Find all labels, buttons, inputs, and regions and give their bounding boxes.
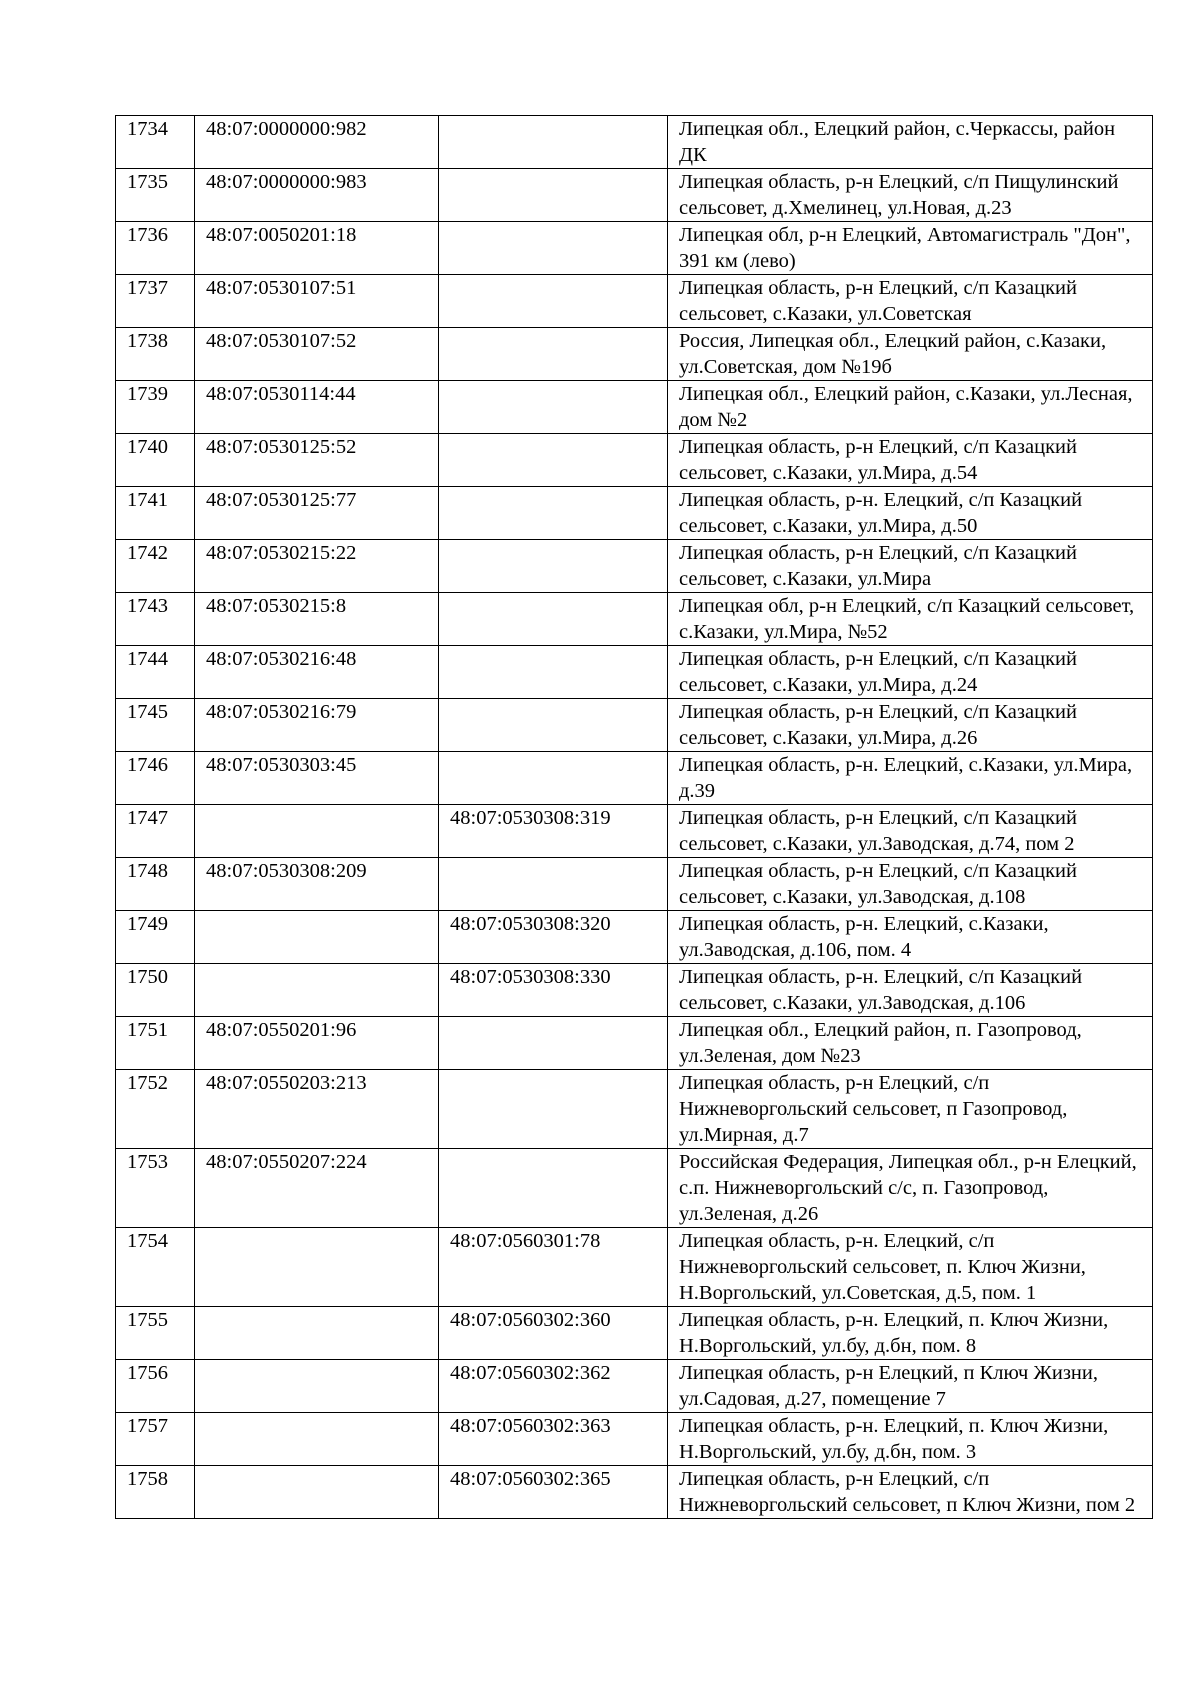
table-row: [116, 275, 1153, 328]
cadastral-number-premises-cell: [439, 275, 668, 328]
cadastral-number-premises-cell: [439, 1070, 668, 1149]
cadastral-number-premises-cell: [439, 858, 668, 911]
property-table: [115, 115, 1153, 1519]
table-row: [116, 328, 1153, 381]
address-cell: Липецкая область, р-н. Елецкий, с/п Нижневоргольский сельсовет, п. Ключ Жизни, Н.Воргольский, ул.Советская, д.5, пом. 1: [668, 1228, 1153, 1307]
table-body: [116, 116, 1153, 1519]
cadastral-number-premises-cell: [439, 752, 668, 805]
row-number-cell: 1749: [116, 911, 195, 964]
address-cell: Липецкая область, р-н. Елецкий, п. Ключ Жизни, Н.Воргольский, ул.бу, д.бн, пом. 3: [668, 1413, 1153, 1466]
cadastral-number-land-cell: 48:07:0530216:48: [195, 646, 439, 699]
table-row: [116, 1228, 1153, 1307]
table-row: [116, 699, 1153, 752]
cadastral-number-land-cell: [195, 805, 439, 858]
address-cell: Липецкая область, р-н Елецкий, с/п Казацкий сельсовет, с.Казаки, ул.Заводская, д.74, пом 2: [668, 805, 1153, 858]
table-row: [116, 858, 1153, 911]
table-row: [116, 1149, 1153, 1228]
address-cell: Липецкая обл., Елецкий район, с.Казаки, ул.Лесная, дом №2: [668, 381, 1153, 434]
row-number-cell: 1756: [116, 1360, 195, 1413]
row-number-cell: 1737: [116, 275, 195, 328]
row-number-cell: 1753: [116, 1149, 195, 1228]
cadastral-number-land-cell: [195, 1466, 439, 1519]
cadastral-number-premises-cell: [439, 1149, 668, 1228]
table-row: [116, 1307, 1153, 1360]
address-cell: Липецкая область, р-н Елецкий, с/п Нижневоргольский сельсовет, п Ключ Жизни, пом 2: [668, 1466, 1153, 1519]
cadastral-number-land-cell: 48:07:0530114:44: [195, 381, 439, 434]
address-cell: Липецкая область, р-н Елецкий, с/п Казацкий сельсовет, с.Казаки, ул.Мира: [668, 540, 1153, 593]
cadastral-number-land-cell: 48:07:0000000:983: [195, 169, 439, 222]
address-cell: Липецкая область, р-н Елецкий, с/п Нижневоргольский сельсовет, п Газопровод, ул.Мирная, д.7: [668, 1070, 1153, 1149]
cadastral-number-land-cell: 48:07:0530107:52: [195, 328, 439, 381]
cadastral-number-premises-cell: 48:07:0530308:330: [439, 964, 668, 1017]
cadastral-number-premises-cell: [439, 222, 668, 275]
address-cell: Липецкая обл, р-н Елецкий, с/п Казацкий сельсовет, с.Казаки, ул.Мира, №52: [668, 593, 1153, 646]
address-cell: Липецкая обл., Елецкий район, с.Черкассы, район ДК: [668, 116, 1153, 169]
cadastral-number-premises-cell: [439, 540, 668, 593]
cadastral-number-land-cell: 48:07:0050201:18: [195, 222, 439, 275]
cadastral-number-premises-cell: [439, 1017, 668, 1070]
cadastral-number-land-cell: [195, 911, 439, 964]
table-row: [116, 222, 1153, 275]
row-number-cell: 1735: [116, 169, 195, 222]
row-number-cell: 1748: [116, 858, 195, 911]
cadastral-number-land-cell: 48:07:0530215:8: [195, 593, 439, 646]
cadastral-number-land-cell: [195, 1307, 439, 1360]
row-number-cell: 1757: [116, 1413, 195, 1466]
address-cell: Липецкая обл, р-н Елецкий, Автомагистраль "Дон", 391 км (лево): [668, 222, 1153, 275]
row-number-cell: 1758: [116, 1466, 195, 1519]
cadastral-number-premises-cell: [439, 646, 668, 699]
cadastral-number-premises-cell: [439, 381, 668, 434]
cadastral-number-premises-cell: 48:07:0530308:319: [439, 805, 668, 858]
table-row: [116, 169, 1153, 222]
row-number-cell: 1746: [116, 752, 195, 805]
row-number-cell: 1738: [116, 328, 195, 381]
table-row: [116, 646, 1153, 699]
table-row: [116, 1360, 1153, 1413]
address-cell: Российская Федерация, Липецкая обл., р-н Елецкий, с.п. Нижневоргольский с/с, п. Газопровод, ул.Зеленая, д.26: [668, 1149, 1153, 1228]
row-number-cell: 1734: [116, 116, 195, 169]
address-cell: Липецкая область, р-н. Елецкий, с/п Казацкий сельсовет, с.Казаки, ул.Заводская, д.106: [668, 964, 1153, 1017]
cadastral-number-land-cell: 48:07:0530216:79: [195, 699, 439, 752]
cadastral-number-premises-cell: [439, 699, 668, 752]
address-cell: Липецкая область, р-н Елецкий, с/п Казацкий сельсовет, с.Казаки, ул.Заводская, д.108: [668, 858, 1153, 911]
table-row: [116, 752, 1153, 805]
cadastral-number-land-cell: 48:07:0000000:982: [195, 116, 439, 169]
cadastral-number-premises-cell: 48:07:0560302:362: [439, 1360, 668, 1413]
address-cell: Липецкая область, р-н Елецкий, с/п Казацкий сельсовет, с.Казаки, ул.Советская: [668, 275, 1153, 328]
address-cell: Липецкая область, р-н. Елецкий, п. Ключ Жизни, Н.Воргольский, ул.бу, д.бн, пом. 8: [668, 1307, 1153, 1360]
address-cell: Липецкая область, р-н Елецкий, с/п Казацкий сельсовет, с.Казаки, ул.Мира, д.54: [668, 434, 1153, 487]
table-row: [116, 964, 1153, 1017]
cadastral-number-premises-cell: 48:07:0560302:365: [439, 1466, 668, 1519]
cadastral-number-land-cell: [195, 1360, 439, 1413]
row-number-cell: 1741: [116, 487, 195, 540]
table-row: [116, 593, 1153, 646]
address-cell: Россия, Липецкая обл., Елецкий район, с.Казаки, ул.Советская, дом №19б: [668, 328, 1153, 381]
cadastral-number-land-cell: 48:07:0530125:77: [195, 487, 439, 540]
address-cell: Липецкая область, р-н. Елецкий, с/п Казацкий сельсовет, с.Казаки, ул.Мира, д.50: [668, 487, 1153, 540]
cadastral-number-land-cell: 48:07:0550203:213: [195, 1070, 439, 1149]
row-number-cell: 1752: [116, 1070, 195, 1149]
table-row: [116, 434, 1153, 487]
row-number-cell: 1745: [116, 699, 195, 752]
cadastral-number-land-cell: 48:07:0550201:96: [195, 1017, 439, 1070]
table-row: [116, 540, 1153, 593]
address-cell: Липецкая обл., Елецкий район, п. Газопровод, ул.Зеленая, дом №23: [668, 1017, 1153, 1070]
row-number-cell: 1751: [116, 1017, 195, 1070]
row-number-cell: 1747: [116, 805, 195, 858]
address-cell: Липецкая область, р-н Елецкий, с/п Казацкий сельсовет, с.Казаки, ул.Мира, д.26: [668, 699, 1153, 752]
address-cell: Липецкая область, р-н Елецкий, с/п Пищулинский сельсовет, д.Хмелинец, ул.Новая, д.23: [668, 169, 1153, 222]
cadastral-number-premises-cell: 48:07:0560301:78: [439, 1228, 668, 1307]
row-number-cell: 1740: [116, 434, 195, 487]
table-row: [116, 911, 1153, 964]
table-row: [116, 1466, 1153, 1519]
cadastral-number-land-cell: [195, 964, 439, 1017]
cadastral-number-land-cell: 48:07:0550207:224: [195, 1149, 439, 1228]
address-cell: Липецкая область, р-н. Елецкий, с.Казаки, ул.Заводская, д.106, пом. 4: [668, 911, 1153, 964]
row-number-cell: 1739: [116, 381, 195, 434]
address-cell: Липецкая область, р-н Елецкий, с/п Казацкий сельсовет, с.Казаки, ул.Мира, д.24: [668, 646, 1153, 699]
cadastral-number-premises-cell: 48:07:0560302:363: [439, 1413, 668, 1466]
cadastral-number-land-cell: 48:07:0530107:51: [195, 275, 439, 328]
cadastral-number-land-cell: [195, 1228, 439, 1307]
row-number-cell: 1743: [116, 593, 195, 646]
cadastral-number-premises-cell: [439, 593, 668, 646]
row-number-cell: 1754: [116, 1228, 195, 1307]
address-cell: Липецкая область, р-н Елецкий, п Ключ Жизни, ул.Садовая, д.27, помещение 7: [668, 1360, 1153, 1413]
row-number-cell: 1742: [116, 540, 195, 593]
cadastral-number-land-cell: 48:07:0530308:209: [195, 858, 439, 911]
cadastral-number-premises-cell: [439, 328, 668, 381]
cadastral-number-premises-cell: [439, 434, 668, 487]
row-number-cell: 1755: [116, 1307, 195, 1360]
address-cell: Липецкая область, р-н. Елецкий, с.Казаки, ул.Мира, д.39: [668, 752, 1153, 805]
table-row: [116, 1070, 1153, 1149]
table-row: [116, 487, 1153, 540]
cadastral-number-premises-cell: [439, 116, 668, 169]
cadastral-number-land-cell: 48:07:0530215:22: [195, 540, 439, 593]
cadastral-number-premises-cell: [439, 487, 668, 540]
cadastral-number-land-cell: 48:07:0530303:45: [195, 752, 439, 805]
cadastral-number-premises-cell: 48:07:0560302:360: [439, 1307, 668, 1360]
table-row: [116, 1413, 1153, 1466]
cadastral-number-premises-cell: [439, 169, 668, 222]
table-row: [116, 381, 1153, 434]
cadastral-number-premises-cell: 48:07:0530308:320: [439, 911, 668, 964]
cadastral-number-land-cell: 48:07:0530125:52: [195, 434, 439, 487]
table-row: [116, 1017, 1153, 1070]
row-number-cell: 1750: [116, 964, 195, 1017]
table-row: [116, 805, 1153, 858]
row-number-cell: 1736: [116, 222, 195, 275]
cadastral-number-land-cell: [195, 1413, 439, 1466]
table-row: [116, 116, 1153, 169]
row-number-cell: 1744: [116, 646, 195, 699]
